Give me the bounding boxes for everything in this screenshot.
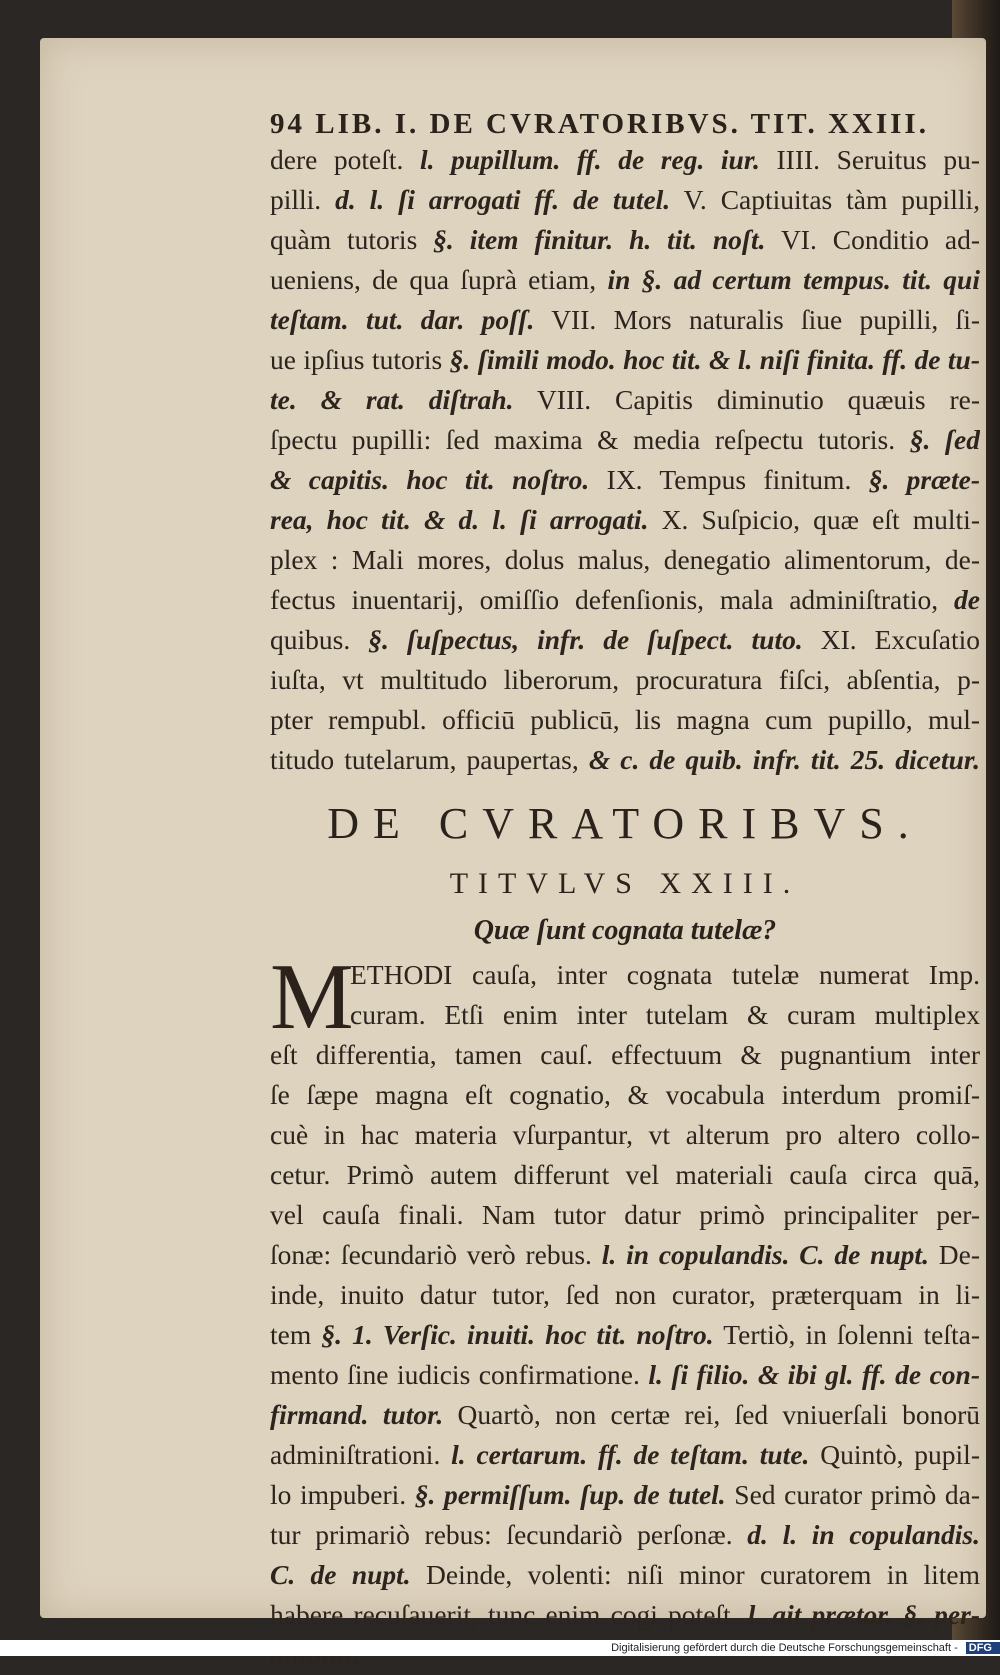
- text-line: [270, 220, 980, 260]
- text-line: [270, 580, 980, 620]
- text-run: Quintò, pupil-: [809, 1439, 980, 1470]
- text-line: [270, 1235, 980, 1275]
- text-line: [270, 460, 980, 500]
- text-run: V. Captiuitas tàm pupilli,: [670, 184, 980, 215]
- body-paragraph: [270, 945, 980, 1675]
- text-run: inde, inuito datur tutor, ſed non curator, præterquam in li-: [270, 1279, 980, 1310]
- section-title: DE CVRATORIBVS.: [327, 799, 923, 848]
- text-run: habere recuſauerit, tunc enim cogi poteſt.: [270, 1599, 748, 1630]
- text-line: [270, 1435, 980, 1475]
- text-line: [270, 300, 980, 340]
- citation: l. ait prætor. §. per-: [747, 1599, 980, 1630]
- text-line: [270, 660, 980, 700]
- text-line: [270, 420, 980, 460]
- citation: §. permiſſum. ſup. de tutel.: [414, 1479, 726, 1510]
- text-run: pilli.: [270, 184, 336, 215]
- citation: §. ſimili modo. hoc tit. & l. niſi finita. ff. de tu-: [449, 344, 980, 375]
- text-run: mento ſine iudicis confirmatione.: [270, 1359, 649, 1390]
- text-run: pter rempubl. officiū publicū, lis magna cum pupillo, mul-: [270, 704, 980, 735]
- text-line: [270, 1315, 980, 1355]
- text-line: [270, 140, 980, 180]
- text-run: tem: [270, 1319, 322, 1350]
- text-run: VIII. Capitis diminutio quæuis re-: [513, 384, 980, 415]
- text-run: ETHODI cauſa, inter cognata tutelæ numerat Imp.: [350, 959, 980, 990]
- citation: §. præte-: [868, 464, 980, 495]
- text-line: [270, 1555, 980, 1595]
- running-head: 94 LIB. I. DE CVRATORIBVS. TIT. XXIII.: [270, 108, 929, 140]
- citation: §. ſuſpectus, infr. de ſuſpect. tuto.: [368, 624, 803, 655]
- text-run: Quartò, non certæ rei, ſed vniuerſali bonorū: [443, 1399, 980, 1430]
- section-subtitle: TITVLVS XXIII.: [449, 867, 801, 900]
- citation: teſtam. tut. dar. poſſ.: [270, 304, 535, 335]
- citation: & c. de quib. infr. tit. 25. dicetur.: [588, 744, 980, 775]
- citation: l. certarum. ff. de teſtam. tute.: [451, 1439, 810, 1470]
- text-run: titudo tutelarum, paupertas,: [270, 744, 589, 775]
- text-run: X. Suſpicio, quæ eſt multi-: [648, 504, 980, 535]
- text-line: [270, 1515, 980, 1555]
- text-run: cetur. Primò autem differunt vel materiali cauſa circa quā,: [270, 1159, 980, 1190]
- text-run: VI. Conditio ad-: [765, 224, 980, 255]
- text-run: curam. Etſi enim inter tutelam & curam multiplex: [350, 999, 980, 1030]
- body-indent-lines: [270, 945, 980, 1049]
- text-line: [270, 740, 980, 780]
- citation: in §. ad certum tempus. tit. qui: [607, 264, 980, 295]
- citation: firmand. tutor.: [270, 1399, 444, 1430]
- citation: §. ſed: [909, 424, 980, 455]
- citation: C. de nupt.: [270, 1559, 411, 1590]
- section-question: Quæ ſunt cognata tutelæ?: [473, 915, 777, 946]
- text-run: XI. Excuſatio: [802, 624, 980, 655]
- citation: d. l. in copulandis.: [747, 1519, 980, 1550]
- text-run: quibus.: [270, 624, 369, 655]
- text-run: dere poteſt.: [270, 144, 420, 175]
- text-run: ueniens, de qua ſuprà etiam,: [270, 264, 608, 295]
- citation: l. ſi filio. & ibi gl. ff. de con-: [648, 1359, 980, 1390]
- dfg-logo: DFG: [966, 1642, 1000, 1654]
- text-run: vel cauſa finali. Nam tutor datur primò principaliter per-: [270, 1199, 980, 1230]
- text-line: [270, 1155, 980, 1195]
- text-line: [270, 1475, 980, 1515]
- text-line: [270, 1395, 980, 1435]
- top-paragraph: [270, 140, 980, 780]
- text-run: lo impuberi.: [270, 1479, 415, 1510]
- text-line: [270, 1035, 980, 1075]
- citation: de: [954, 584, 980, 615]
- text-run: IX. Tempus finitum.: [589, 464, 869, 495]
- text-line: [270, 380, 980, 420]
- citation: & capitis. hoc tit. noſtro.: [270, 464, 590, 495]
- text-line: [270, 1075, 980, 1115]
- text-run: Deinde, volenti: niſi minor curatorem in litem: [410, 1559, 980, 1590]
- text-run: fectus inuentarij, omiſſio defenſionis, mala adminiſtratio,: [270, 584, 955, 615]
- body-lines: [270, 1035, 980, 1675]
- text-run: adminiſtrationi.: [270, 1439, 452, 1470]
- citation: te. & rat. diſtrah.: [270, 384, 514, 415]
- text-run: iuſta, vt multitudo liberorum, procuratura fiſci, abſentia, p-: [270, 664, 980, 695]
- digitization-footer: [0, 1640, 1000, 1656]
- citation: d. l. ſi arrogati ff. de tutel.: [335, 184, 671, 215]
- footer-text: Digitalisierung gefördert durch die Deutsche Forschungsgemeinschaft -: [611, 1642, 958, 1654]
- text-line: [270, 340, 980, 380]
- text-run: plex : Mali mores, dolus malus, denegatio alimentorum, de-: [270, 544, 980, 575]
- text-run: IIII. Seruitus pu-: [759, 144, 980, 175]
- text-run: ue ipſius tutoris: [270, 344, 450, 375]
- citation: rea, hoc tit. & d. l. ſi arrogati.: [270, 504, 649, 535]
- text-line: [270, 540, 980, 580]
- text-run: eſt differentia, tamen cauſ. effectuum & pugnantium inter: [270, 1039, 980, 1070]
- text-run: cuè in hac materia vſurpantur, vt alterum pro altero collo-: [270, 1119, 980, 1150]
- text-run: VII. Mors naturalis ſiue pupilli, ſi-: [534, 304, 980, 335]
- text-line: [270, 180, 980, 220]
- text-line: [270, 1195, 980, 1235]
- drop-cap: M: [270, 945, 354, 1049]
- citation: l. in copulandis. C. de nupt.: [601, 1239, 929, 1270]
- text-line: [270, 620, 980, 660]
- text-run: Sed curator primò da-: [725, 1479, 980, 1510]
- page-content: [270, 108, 980, 1675]
- text-run: ſonæ: ſecundariò verò rebus.: [270, 1239, 602, 1270]
- text-run: quàm tutoris: [270, 224, 434, 255]
- text-line: [270, 500, 980, 540]
- citation: §. 1. Verſic. inuiti. hoc tit. noſtro.: [321, 1319, 714, 1350]
- text-line: [270, 1115, 980, 1155]
- text-line: [270, 995, 980, 1035]
- text-line: [270, 1595, 980, 1635]
- text-line: [270, 955, 980, 995]
- citation: l. pupillum. ff. de reg. iur.: [420, 144, 760, 175]
- text-line: [270, 700, 980, 740]
- text-run: De-: [928, 1239, 980, 1270]
- book-page: [40, 38, 986, 1630]
- text-line: [270, 1355, 980, 1395]
- text-line: [270, 260, 980, 300]
- text-run: ſpectu pupilli: ſed maxima & media reſpectu tutoris.: [270, 424, 910, 455]
- text-line: [270, 1275, 980, 1315]
- citation: §. item finitur. h. tit. noſt.: [433, 224, 766, 255]
- text-run: Tertiò, in ſolenni teſta-: [713, 1319, 980, 1350]
- text-run: ſe ſæpe magna eſt cognatio, & vocabula interdum promiſ-: [270, 1079, 980, 1110]
- text-run: tur primariò rebus: ſecundariò perſonæ.: [270, 1519, 748, 1550]
